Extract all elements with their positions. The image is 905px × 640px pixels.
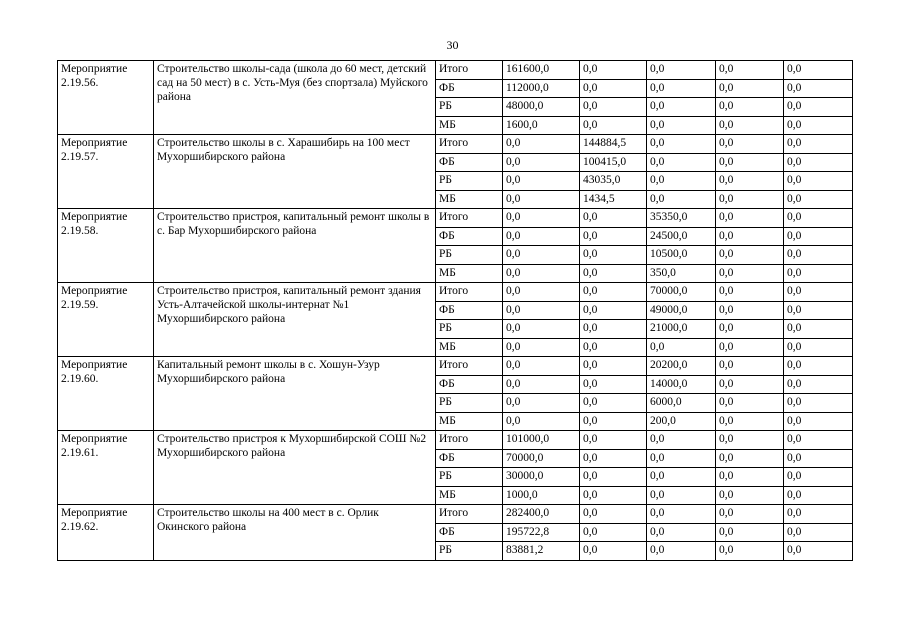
amount-cell: 195722,8 [503, 523, 580, 542]
event-code: Мероприятие 2.19.61. [58, 431, 154, 505]
event-title: Строительство пристроя, капитальный ремонт школы в с. Бар Мухоршибирского района [154, 209, 436, 283]
amount-cell: 0,0 [503, 412, 580, 431]
amount-cell: 0,0 [503, 264, 580, 283]
amount-cell: 0,0 [784, 449, 853, 468]
table-row [58, 431, 853, 450]
funding-source: Итого [436, 61, 503, 80]
funding-source: ФБ [436, 79, 503, 98]
amount-cell: 0,0 [716, 468, 784, 487]
amount-cell: 0,0 [784, 338, 853, 357]
amount-cell: 70000,0 [647, 283, 716, 302]
amount-cell: 0,0 [580, 246, 647, 265]
funding-source: Итого [436, 431, 503, 450]
amount-cell: 0,0 [716, 449, 784, 468]
amount-cell: 0,0 [716, 153, 784, 172]
amount-cell: 282400,0 [503, 505, 580, 524]
amount-cell: 0,0 [784, 412, 853, 431]
amount-cell: 0,0 [716, 431, 784, 450]
amount-cell: 350,0 [647, 264, 716, 283]
amount-cell: 0,0 [580, 301, 647, 320]
amount-cell: 0,0 [580, 61, 647, 80]
funding-source: РБ [436, 246, 503, 265]
event-title: Строительство школы-сада (школа до 60 мест, детский сад на 50 мест) в с. Усть-Муя (без спортзала) Муйского района [154, 61, 436, 135]
amount-cell: 0,0 [580, 264, 647, 283]
amount-cell: 161600,0 [503, 61, 580, 80]
amount-cell: 0,0 [784, 227, 853, 246]
amount-cell: 1600,0 [503, 116, 580, 135]
amount-cell: 0,0 [503, 375, 580, 394]
amount-cell: 0,0 [647, 135, 716, 154]
amount-cell: 0,0 [580, 98, 647, 117]
funding-source: Итого [436, 283, 503, 302]
amount-cell: 0,0 [503, 338, 580, 357]
table-body [58, 61, 853, 561]
amount-cell: 0,0 [784, 523, 853, 542]
table-row [58, 357, 853, 376]
amount-cell: 144884,5 [580, 135, 647, 154]
funding-source: ФБ [436, 523, 503, 542]
amount-cell: 0,0 [784, 264, 853, 283]
funding-source: РБ [436, 394, 503, 413]
funding-source: МБ [436, 338, 503, 357]
amount-cell: 0,0 [503, 153, 580, 172]
amount-cell: 0,0 [716, 116, 784, 135]
amount-cell: 0,0 [503, 357, 580, 376]
amount-cell: 0,0 [647, 486, 716, 505]
amount-cell: 0,0 [784, 190, 853, 209]
amount-cell: 0,0 [784, 320, 853, 339]
amount-cell: 0,0 [580, 116, 647, 135]
event-code: Мероприятие 2.19.58. [58, 209, 154, 283]
amount-cell: 0,0 [716, 190, 784, 209]
amount-cell: 0,0 [647, 542, 716, 561]
funding-source: РБ [436, 98, 503, 117]
amount-cell: 0,0 [503, 190, 580, 209]
amount-cell: 0,0 [716, 61, 784, 80]
amount-cell: 0,0 [503, 227, 580, 246]
amount-cell: 0,0 [784, 301, 853, 320]
amount-cell: 0,0 [503, 320, 580, 339]
table-row [58, 61, 853, 80]
amount-cell: 0,0 [784, 468, 853, 487]
amount-cell: 200,0 [647, 412, 716, 431]
amount-cell: 0,0 [647, 523, 716, 542]
funding-source: МБ [436, 116, 503, 135]
amount-cell: 0,0 [716, 172, 784, 191]
amount-cell: 0,0 [716, 375, 784, 394]
amount-cell: 0,0 [716, 79, 784, 98]
funding-source: ФБ [436, 153, 503, 172]
amount-cell: 0,0 [716, 227, 784, 246]
event-title: Строительство пристроя к Мухоршибирской СОШ №2 Мухоршибирского района [154, 431, 436, 505]
table-row [58, 209, 853, 228]
amount-cell: 0,0 [580, 375, 647, 394]
amount-cell: 14000,0 [647, 375, 716, 394]
amount-cell: 100415,0 [580, 153, 647, 172]
amount-cell: 24500,0 [647, 227, 716, 246]
amount-cell: 0,0 [716, 246, 784, 265]
amount-cell: 10500,0 [647, 246, 716, 265]
funding-source: Итого [436, 505, 503, 524]
amount-cell: 0,0 [503, 135, 580, 154]
amount-cell: 1000,0 [503, 486, 580, 505]
amount-cell: 0,0 [647, 338, 716, 357]
amount-cell: 49000,0 [647, 301, 716, 320]
amount-cell: 0,0 [580, 79, 647, 98]
amount-cell: 0,0 [503, 394, 580, 413]
amount-cell: 0,0 [784, 61, 853, 80]
amount-cell: 0,0 [784, 375, 853, 394]
amount-cell: 0,0 [716, 320, 784, 339]
amount-cell: 0,0 [784, 486, 853, 505]
amount-cell: 0,0 [647, 61, 716, 80]
amount-cell: 0,0 [580, 412, 647, 431]
funding-source: ФБ [436, 227, 503, 246]
amount-cell: 0,0 [580, 468, 647, 487]
amount-cell: 0,0 [580, 357, 647, 376]
event-code: Мероприятие 2.19.60. [58, 357, 154, 431]
amount-cell: 0,0 [784, 542, 853, 561]
amount-cell: 20200,0 [647, 357, 716, 376]
funding-source: ФБ [436, 301, 503, 320]
amount-cell: 1434,5 [580, 190, 647, 209]
amount-cell: 35350,0 [647, 209, 716, 228]
funding-source: РБ [436, 542, 503, 561]
table-row [58, 505, 853, 524]
funding-source: МБ [436, 264, 503, 283]
amount-cell: 0,0 [647, 468, 716, 487]
funding-source: Итого [436, 357, 503, 376]
amount-cell: 48000,0 [503, 98, 580, 117]
amount-cell: 0,0 [647, 190, 716, 209]
amount-cell: 0,0 [784, 246, 853, 265]
amount-cell: 101000,0 [503, 431, 580, 450]
amount-cell: 0,0 [716, 357, 784, 376]
funding-source: МБ [436, 486, 503, 505]
event-title: Строительство школы на 400 мест в с. Орлик Окинского района [154, 505, 436, 561]
event-code: Мероприятие 2.19.56. [58, 61, 154, 135]
amount-cell: 0,0 [580, 283, 647, 302]
amount-cell: 0,0 [580, 523, 647, 542]
amount-cell: 0,0 [716, 283, 784, 302]
funding-source: Итого [436, 209, 503, 228]
amount-cell: 0,0 [784, 98, 853, 117]
amount-cell: 0,0 [784, 394, 853, 413]
amount-cell: 0,0 [647, 116, 716, 135]
amount-cell: 0,0 [503, 301, 580, 320]
amount-cell: 83881,2 [503, 542, 580, 561]
event-title: Капитальный ремонт школы в с. Хошун-Узур Мухоршибирского района [154, 357, 436, 431]
amount-cell: 0,0 [580, 542, 647, 561]
amount-cell: 0,0 [784, 79, 853, 98]
amount-cell: 0,0 [716, 486, 784, 505]
amount-cell: 0,0 [647, 79, 716, 98]
funding-source: МБ [436, 412, 503, 431]
funding-source: РБ [436, 468, 503, 487]
amount-cell: 112000,0 [503, 79, 580, 98]
event-code: Мероприятие 2.19.62. [58, 505, 154, 561]
amount-cell: 0,0 [716, 301, 784, 320]
amount-cell: 0,0 [716, 264, 784, 283]
funding-source: ФБ [436, 449, 503, 468]
amount-cell: 21000,0 [647, 320, 716, 339]
amount-cell: 0,0 [580, 320, 647, 339]
amount-cell: 0,0 [716, 505, 784, 524]
amount-cell: 0,0 [784, 116, 853, 135]
amount-cell: 0,0 [647, 505, 716, 524]
amount-cell: 0,0 [716, 135, 784, 154]
event-code: Мероприятие 2.19.57. [58, 135, 154, 209]
amount-cell: 0,0 [647, 153, 716, 172]
funding-source: МБ [436, 190, 503, 209]
amount-cell: 0,0 [503, 246, 580, 265]
amount-cell: 0,0 [580, 338, 647, 357]
amount-cell: 0,0 [784, 357, 853, 376]
amount-cell: 0,0 [580, 431, 647, 450]
funding-source: РБ [436, 320, 503, 339]
event-code: Мероприятие 2.19.59. [58, 283, 154, 357]
amount-cell: 0,0 [716, 542, 784, 561]
amount-cell: 0,0 [784, 153, 853, 172]
amount-cell: 30000,0 [503, 468, 580, 487]
amount-cell: 0,0 [647, 172, 716, 191]
table-row [58, 135, 853, 154]
amount-cell: 0,0 [647, 98, 716, 117]
amount-cell: 0,0 [580, 394, 647, 413]
amount-cell: 0,0 [716, 523, 784, 542]
amount-cell: 0,0 [503, 283, 580, 302]
amount-cell: 0,0 [784, 209, 853, 228]
amount-cell: 70000,0 [503, 449, 580, 468]
amount-cell: 0,0 [784, 431, 853, 450]
amount-cell: 0,0 [716, 209, 784, 228]
event-title: Строительство пристроя, капитальный ремонт здания Усть-Алтачейской школы-интернат №1 Мухоршибирского района [154, 283, 436, 357]
amount-cell: 0,0 [784, 505, 853, 524]
amount-cell: 0,0 [580, 227, 647, 246]
amount-cell: 0,0 [784, 172, 853, 191]
amount-cell: 43035,0 [580, 172, 647, 191]
funding-source: Итого [436, 135, 503, 154]
amount-cell: 0,0 [716, 412, 784, 431]
amount-cell: 0,0 [503, 209, 580, 228]
amount-cell: 0,0 [716, 98, 784, 117]
amount-cell: 0,0 [580, 209, 647, 228]
table-row [58, 283, 853, 302]
amount-cell: 0,0 [647, 449, 716, 468]
amount-cell: 0,0 [580, 486, 647, 505]
page-number: 30 [446, 38, 459, 52]
amount-cell: 0,0 [784, 135, 853, 154]
amount-cell: 0,0 [716, 394, 784, 413]
amount-cell: 0,0 [716, 338, 784, 357]
budget-table [57, 60, 853, 561]
amount-cell: 0,0 [580, 505, 647, 524]
funding-source: РБ [436, 172, 503, 191]
amount-cell: 6000,0 [647, 394, 716, 413]
amount-cell: 0,0 [580, 449, 647, 468]
amount-cell: 0,0 [784, 283, 853, 302]
event-title: Строительство школы в с. Харашибирь на 100 мест Мухоршибирского района [154, 135, 436, 209]
amount-cell: 0,0 [647, 431, 716, 450]
amount-cell: 0,0 [503, 172, 580, 191]
funding-source: ФБ [436, 375, 503, 394]
